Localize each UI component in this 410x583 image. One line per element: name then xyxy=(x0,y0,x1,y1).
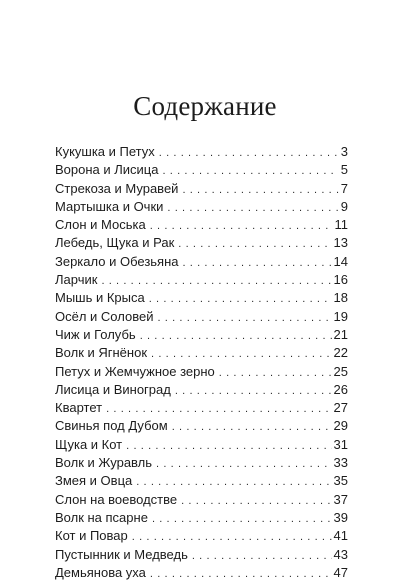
toc-entry xyxy=(55,271,348,289)
toc-entry-page-number: 14 xyxy=(333,253,348,269)
toc-entry-title: Щука и Кот xyxy=(55,436,123,452)
toc-entry-page-number: 31 xyxy=(333,436,348,452)
dot-leader xyxy=(150,565,332,583)
toc-entry-page-number: 5 xyxy=(340,162,348,178)
dot-leader xyxy=(140,327,332,345)
dot-leader xyxy=(163,162,339,180)
toc-entry-page-number: 25 xyxy=(333,363,348,379)
toc-entry xyxy=(55,399,348,417)
toc-entry-title: Ворона и Лисица xyxy=(55,162,159,178)
toc-entry-title: Демьянова уха xyxy=(55,564,146,580)
dot-leader xyxy=(126,437,331,455)
toc-entry xyxy=(55,234,348,252)
toc-entry-title: Волк и Ягнёнок xyxy=(55,345,148,361)
toc-entry xyxy=(55,180,348,198)
toc-entry xyxy=(55,363,348,381)
dot-leader xyxy=(167,199,338,217)
dot-leader xyxy=(132,528,332,546)
toc-entry-page-number: 47 xyxy=(333,564,348,580)
toc-entry-page-number: 43 xyxy=(333,546,348,562)
toc-entry-page-number: 29 xyxy=(333,418,348,434)
toc-entry-title: Чиж и Голубь xyxy=(55,326,136,342)
toc-entry-page-number: 39 xyxy=(333,509,348,525)
toc-entry-title: Лисица и Виноград xyxy=(55,381,171,397)
toc-entry xyxy=(55,326,348,344)
toc-entry xyxy=(55,143,348,161)
toc-entry-page-number: 27 xyxy=(333,400,348,416)
toc-entry xyxy=(55,253,348,271)
toc-entry-page-number: 41 xyxy=(333,528,348,544)
dot-leader xyxy=(157,309,331,327)
toc-entry-page-number: 21 xyxy=(333,326,348,342)
toc-entry-title: Слон и Моська xyxy=(55,217,146,233)
toc-entry-page-number: 7 xyxy=(340,180,348,196)
toc-entry-title: Лебедь, Щука и Рак xyxy=(55,235,175,251)
toc-entry xyxy=(55,436,348,454)
dot-leader xyxy=(152,510,332,528)
toc-entry-page-number: 35 xyxy=(333,473,348,489)
toc-entry-title: Кукушка и Петух xyxy=(55,144,155,159)
dot-leader xyxy=(150,217,333,235)
toc-entry-title: Свинья под Дубом xyxy=(55,418,168,434)
toc-entry-title: Квартет xyxy=(55,400,103,416)
toc-entry-title: Кот и Повар xyxy=(55,528,128,544)
toc-entry-page-number: 37 xyxy=(333,491,348,507)
toc-entry xyxy=(55,344,348,362)
dot-leader xyxy=(101,272,331,290)
toc-entry-page-number: 9 xyxy=(340,198,348,214)
dot-leader xyxy=(178,235,331,253)
toc-entry xyxy=(55,564,348,582)
toc-entry-title: Ларчик xyxy=(55,272,98,288)
toc-entry-title: Волк на псарне xyxy=(55,509,148,525)
dot-leader xyxy=(219,364,332,382)
toc-entry-page-number: 3 xyxy=(340,144,348,159)
dot-leader xyxy=(181,492,331,510)
toc-entry xyxy=(55,509,348,527)
toc-entry xyxy=(55,454,348,472)
dot-leader xyxy=(182,181,338,199)
toc-entry-title: Петух и Жемчужное зерно xyxy=(55,363,215,379)
toc-entry xyxy=(55,546,348,564)
toc-entry-page-number: 22 xyxy=(333,345,348,361)
toc-entry-title: Слон на воеводстве xyxy=(55,491,178,507)
dot-leader xyxy=(149,290,332,308)
toc-entry-page-number: 18 xyxy=(333,290,348,306)
toc-entry xyxy=(55,216,348,234)
dot-leader xyxy=(192,547,332,565)
toc-entry xyxy=(55,491,348,509)
dot-leader xyxy=(172,418,332,436)
toc-entry-title: Волк и Журавль xyxy=(55,455,153,471)
toc-entry xyxy=(55,289,348,307)
toc-entry-page-number: 16 xyxy=(333,272,348,288)
toc-entry-title: Мартышка и Очки xyxy=(55,198,164,214)
toc-entry-title: Зеркало и Обезьяна xyxy=(55,253,179,269)
toc-entry xyxy=(55,381,348,399)
page-title: Содержание xyxy=(133,91,277,121)
toc-entry xyxy=(55,161,348,179)
toc-entry xyxy=(55,417,348,435)
toc-entry-title: Змея и Овца xyxy=(55,473,133,489)
dot-leader xyxy=(106,400,331,418)
toc-entry xyxy=(55,472,348,490)
toc-entry xyxy=(55,198,348,216)
toc-entry-page-number: 13 xyxy=(333,235,348,251)
toc-entry-page-number: 26 xyxy=(333,381,348,397)
toc-entry xyxy=(55,308,348,326)
toc-entry-title: Пустынник и Медведь xyxy=(55,546,188,562)
toc-entry xyxy=(55,527,348,545)
dot-leader xyxy=(151,345,332,363)
dot-leader xyxy=(183,254,332,272)
toc-entry-page-number: 11 xyxy=(334,217,348,233)
toc-entry-title: Осёл и Соловей xyxy=(55,308,154,324)
dot-leader xyxy=(159,144,339,162)
dot-leader xyxy=(175,382,332,400)
toc-entry-title: Мышь и Крыса xyxy=(55,290,145,306)
dot-leader xyxy=(156,455,332,473)
dot-leader xyxy=(136,473,331,491)
table-of-contents xyxy=(55,143,348,582)
toc-entry-title: Стрекоза и Муравей xyxy=(55,180,179,196)
toc-entry-page-number: 33 xyxy=(333,455,348,471)
toc-entry-page-number: 19 xyxy=(333,308,348,324)
